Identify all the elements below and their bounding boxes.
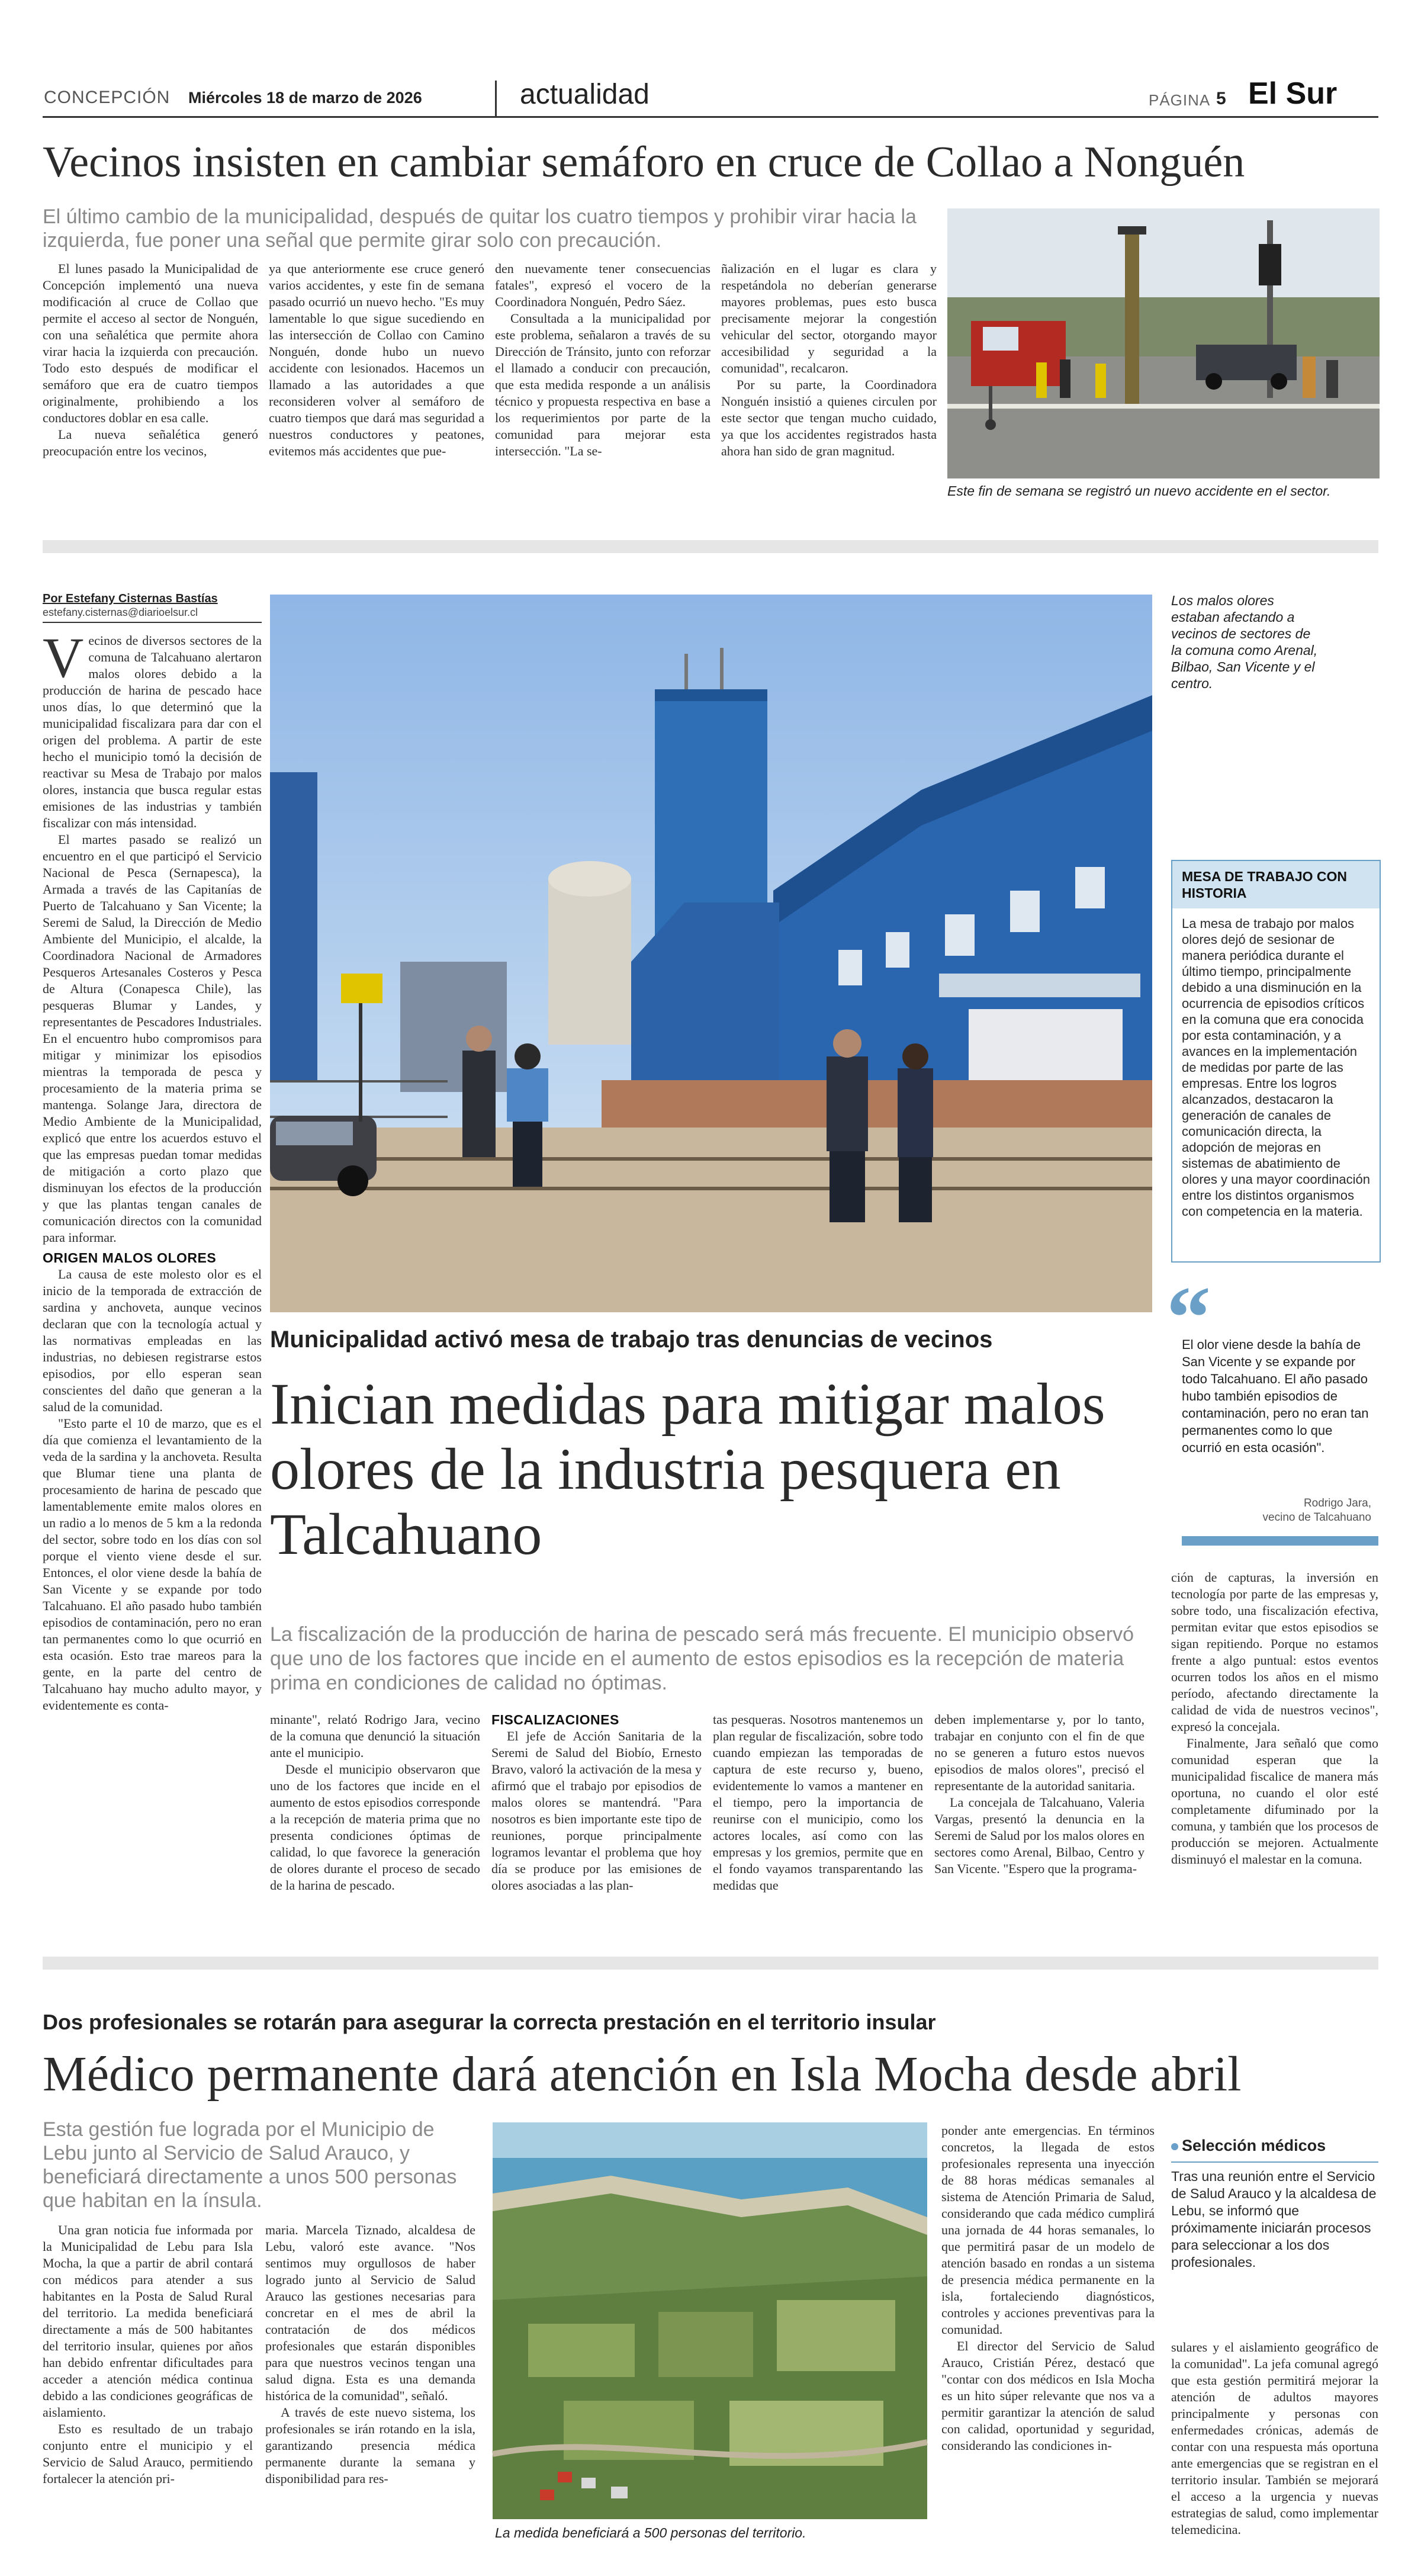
story2-paragraph: "Esto parte el 10 de marzo, que es el día que comienza el levantamiento de la veda de la sardina y la anchoveta. Resulta que Blumar tiene una planta de procesamiento de harina de pescado que lamentablemente emite malos olores en un radio a lo menos de 5 km a la redonda del sector, sobre todo en los días con sol porque el viento viene desde el sur. Entonces, el olor viene desde la bahía de San Vicente y se expande por todo Talcahuano. El año pasado hubo también episodios de contaminación, pero no eran tan permanentes como lo que ocurrió en esta ocasión. Esto trae mareos para la gente, en la parte del centro de Talcahuano hay mucho adulto mayor, y evidentemente es conta- xyxy=(43,1416,262,1713)
story1-title: Vecinos insisten en cambiar semáforo en cruce de Collao a Nonguén xyxy=(43,138,1245,187)
story1-paragraph: ñalización en el lugar es clara y respetándola no deberían generarse mayores problemas, pues esto busca precisamente mejorar la congestión vehicular del sector, otorgando mayor accesibilidad y seguridad a la comunidad", recalcaron. xyxy=(721,261,937,375)
story3-column-2 xyxy=(265,2222,475,2553)
story2-subheading-origen: ORIGEN MALOS OLORES xyxy=(43,1250,217,1265)
story2-paragraph: Desde el municipio observaron que uno de los factores que incide en el aumento de estos episodios corresponde a la recepción de materia prima que no presenta condiciones óptimas de calidad, lo que favorece la generación de olores durante el proceso de secado de la harina de pescado. xyxy=(270,1762,480,1893)
story2-pull-quote: El olor viene desde la bahía de San Vicente y se expande por todo Talcahuano. El año pasado hubo también episodios de contaminación, pero no eran tan permanentes como lo que ocurrió en esta ocasión". xyxy=(1182,1337,1369,1455)
story3-paragraph: maria. Marcela Tiznado, alcaldesa de Lebu, valoró este avance. "Nos sentimos muy orgullosos de haber logrado junto al Servicio de Salud Arauco las gestiones necesarias para concretar en el mes de abril la contratación de dos médicos profesionales que estarán disponibles para que nuestros vecinos tengan una salud digna. Esta es una demanda histórica de la comunidad", señaló. xyxy=(265,2222,475,2403)
story3-info-box-rule xyxy=(1171,2161,1378,2163)
story2-quote-author: Rodrigo Jara, xyxy=(1303,1497,1371,1509)
story2-paragraph: El jefe de Acción Sanitaria de la Seremi de Salud del Biobío, Ernesto Bravo, valoró la activación de la mesa y afirmó que el trabajo por episodios de malos olores se mantendrá. "Para nosotros es bien importante este tipo de reuniones, porque principalmente logramos levantar el problema que hoy día se produce por las emisiones de olores asociadas a las plan- xyxy=(491,1729,702,1893)
story2-photo-plant xyxy=(270,595,1152,1312)
story2-paragraph: Vecinos de diversos sectores de la comuna de Talcahuano alertaron malos olores debido a la producción de harina de pescado hace unos días, lo que determinó que la municipalidad fiscalizara para dar con el origen del problema. A partir de este hecho el municipio tomó la decisión de reactivar su Mesa de Trabajo por malos olores, instancia que busca regular estas emisiones de las industrias y también fiscalizar con más intensidad. xyxy=(43,626,262,830)
story2-column-1 xyxy=(43,626,262,1713)
story2-quote-role: vecino de Talcahuano xyxy=(1262,1511,1371,1524)
story3-paragraph: Una gran noticia fue informada por la Municipalidad de Lebu para Isla Mocha, la que a partir de abril contará con médicos para atender a sus habitantes en la Posta de Salud Rural del territorio. La medida beneficiará directamente a más de 500 habitantes del territorio insular, quienes por años han debido enfrentar dificultades para acceder a atención médica continua debido a las condiciones geográficas de aislamiento. xyxy=(43,2222,253,2420)
quote-mark-icon: “ xyxy=(1166,1268,1211,1367)
story1-paragraph: La nueva señalética generó preocupación entre los vecinos, xyxy=(43,427,258,458)
story2-kicker: Municipalidad activó mesa de trabajo tras denuncias de vecinos xyxy=(270,1326,993,1353)
story2-column-2 xyxy=(270,1711,480,1925)
header-section: actualidad xyxy=(520,79,650,110)
industrial-plant-illustration xyxy=(270,595,1152,1312)
aerial-island-illustration xyxy=(493,2122,927,2519)
story3-kicker: Dos profesionales se rotarán para asegurar la correcta prestación en el territorio insular xyxy=(43,2010,936,2034)
story2-byline-name: Por Estefany Cisternas Bastías xyxy=(43,592,218,605)
story3-title: Médico permanente dará atención en Isla Mocha desde abril xyxy=(43,2047,1242,2102)
story3-paragraph: El director del Servicio de Salud Arauco, Cristián Pérez, destacó que "contar con dos médicos en Isla Mocha es un hito súper relevante que nos va a permitir garantizar la atención de salud con calidad, oportunidad y seguridad, considerando las condiciones in- xyxy=(941,2339,1155,2453)
story1-column-3 xyxy=(495,261,710,515)
header-city: CONCEPCIÓN xyxy=(44,88,171,107)
story1-column-2 xyxy=(269,261,484,515)
story2-byline-email: estefany.cisternas@diarioelsur.cl xyxy=(43,606,198,618)
story1-paragraph: den nuevamente tener consecuencias fatales", expresó el vocero de la Coordinadora Nonguén, Pedro Sáez. xyxy=(495,261,710,309)
story2-paragraph: Finalmente, Jara señaló que como comunidad esperan que la municipalidad fiscalice de manera más oportuna, no cuando el olor esté completamente difuminado por la comuna, y también que los procesos de producción se mejoren. Actualmente disminuyó el malestar en la comuna. xyxy=(1171,1736,1378,1867)
story1-lead: El último cambio de la municipalidad, después de quitar los cuatro tiempos y prohibir virar hacia la izquierda, fue poner una señal que permite girar solo con precaución. xyxy=(43,205,917,252)
story2-quote-rule xyxy=(1182,1536,1378,1546)
story3-photo-island xyxy=(493,2122,927,2519)
story3-info-box-header xyxy=(1171,2137,1378,2155)
story3-paragraph: Esto es resultado de un trabajo conjunto entre el municipio y el Servicio de Salud Arauco, permitiendo fortalecer la atención pri- xyxy=(43,2421,253,2486)
story2-paragraph: minante", relató Rodrigo Jara, vecino de la comuna que denunció la situación ante el municipio. xyxy=(270,1712,480,1760)
story2-photo-caption: Los malos olores estaban afectando a vecinos de sectores de la comuna como Arenal, Bilbao, San Vicente y el centro. xyxy=(1171,593,1318,691)
story2-info-box-text: La mesa de trabajo por malos olores dejó de sesionar de manera periódica durante el último tiempo, principalmente debido a una disminución en la ocurrencia de episodios críticos en la comuna que era conocida por esta contaminación, y a avances en la implementación de medidas por parte de las empresas. Entre los logros alcanzados, destacaron la generación de canales de comunicación directa, la adopción de mejoras en sistemas de abatimiento de olores y una mayor coordinación entre los distintos organismos con competencia en la materia. xyxy=(1182,916,1370,1219)
story3-paragraph: sulares y el aislamiento geográfico de la comunidad". La jefa comunal agregó que esta gestión permitirá mejorar la atención de adultos mayores principalmente y personas con enfermedades crónicas, además de contar con una respuesta más oportuna ante emergencias que se registran en el territorio insular. También se mejorará el acceso a la urgencia y nuevas estrategias de salud, como implementar telemedicina. xyxy=(1171,2340,1378,2537)
story2-info-box xyxy=(1171,860,1381,1263)
story2-byline-rule xyxy=(43,622,262,623)
story3-info-box xyxy=(1171,2137,1378,2271)
story3-column-3 xyxy=(941,2122,1155,2555)
header-paper-name: El Sur xyxy=(1248,76,1338,111)
header-page-number: 5 xyxy=(1216,89,1226,108)
story2-subheading-fiscalizaciones: FISCALIZACIONES xyxy=(491,1712,619,1727)
header-rule xyxy=(43,116,1378,118)
story3-info-box-text: Tras una reunión entre el Servicio de Salud Arauco y la alcaldesa de Lebu, se informó que próximamente iniciarán procesos para seleccionar a los dos profesionales. xyxy=(1171,2169,1377,2270)
story2-lead: La fiscalización de la producción de harina de pescado será más frecuente. El municipio observó que uno de los factores que incide en el aumento de estos episodios es la recepción de materia prima en condiciones de calidad no óptimas. xyxy=(270,1623,1134,1694)
story3-paragraph: A través de este nuevo sistema, los profesionales se irán rotando en la isla, garantizando presencia médica permanente durante la semana y disponibilidad para res- xyxy=(265,2405,475,2486)
header-page-label: PÁGINA xyxy=(1149,91,1211,109)
story1-paragraph: ya que anteriormente ese cruce generó varios accidentes, y este fin de semana pasado ocurrió un nuevo hecho. "Es muy lamentable lo que sigue sucediendo en las intersección de Collao con Camino Nonguén, donde hubo un nuevo accidente con lesionados. Hacemos un llamado a las autoridades a que reconsideren volver al semáforo de cuatro tiempos que dará mas seguridad a nuestros conductores y peatones, evitemos más accidentes que pue- xyxy=(269,261,484,458)
header-divider-vertical xyxy=(495,81,497,117)
story3-column-4 xyxy=(1171,2339,1378,2558)
header-date: Miércoles 18 de marzo de 2026 xyxy=(188,89,422,107)
story2-paragraph: tas pesqueras. Nosotros mantenemos un plan regular de fiscalización, sobre todo cuando empiezan las temporadas de captura de este recurso y, bueno, evidentemente lo vamos a mantener en el tiempo, pero la importancia de reunirse con el municipio, como los actores locales, así como con las empresas y los gremios, permite que en el fondo vayamos transparentando las medidas que xyxy=(713,1712,923,1893)
story2-right-column xyxy=(1171,1569,1378,2002)
story3-lead: Esta gestión fue lograda por el Municipio de Lebu junto al Servicio de Salud Arauco, y beneficiará directamente a unos 500 personas que habitan en la ínsula. xyxy=(43,2118,457,2212)
story1-photo-caption: Este fin de semana se registró un nuevo accidente en el sector. xyxy=(947,483,1331,499)
section-divider-1 xyxy=(43,540,1378,553)
story2-dropcap: V xyxy=(43,626,84,689)
story3-paragraph: ponder ante emergencias. En términos concretos, la llegada de estos profesionales representa una inyección de 88 horas médicas semanales al sistema de Atención Primaria de Salud, considerando que cada médico cumplirá una jornada de 44 horas semanales, lo que permitirá pasar de un modelo de atención basado en rondas a un sistema de presencia médica permanente en la isla, fortaleciendo diagnósticos, controles y acciones preventivas para la comunidad. xyxy=(941,2123,1155,2337)
story1-column-1 xyxy=(43,261,258,515)
bullet-icon xyxy=(1171,2143,1178,2150)
story2-column-4 xyxy=(713,1711,923,1925)
story2-paragraph: ción de capturas, la inversión en tecnología por parte de las empresas y, sobre todo, una fiscalización efectiva, permitan evitar que estos episodios se sigan repitiendo. Porque no estamos frente a algo puntual: estos eventos ocurren todos los años en el mismo período, afectando directamente la calidad de vida de nuestros vecinos", expresó la concejala. xyxy=(1171,1570,1378,1734)
story2-headline: Inician medidas para mitigar malos olores de la industria pesquera en Talcahuano xyxy=(270,1371,1105,1567)
story1-column-4 xyxy=(721,261,937,515)
story1-paragraph: Por su parte, la Coordinadora Nonguén insistió a quienes circulen por este sector que tengan mucho cuidado, ya que los accidentes registrados hasta ahora han sido de gran magnitud. xyxy=(721,377,937,458)
story2-paragraph: El martes pasado se realizó un encuentro en el que participó el Servicio Nacional de Pesca (Sernapesca), la Armada a través de las Capitanías de Puerto de Talcahuano y San Vicente; la Seremi de Salud, la Dirección de Medio Ambiente del Municipio, el alcalde, la Coordinadora Nacional de Armadores Pesqueros Artesanales Costeros y Pesca de Altura (Conapesca Chile), las pesqueras Blumar y Landes, y representantes de Pescadores Industriales. En el encuentro hubo compromisos para mitigar y minimizar los episodios mientras la temporada de pesca y procesamiento de la materia prima se mantenga. Solange Jara, directora de Medio Ambiente de la Municipalidad, explicó que entre los acuerdos estuvo el que las empresas puedan tomar medidas de mitigación a corto plazo que disminuyan los efectos de la producción y que las plantas tengan canales de comunicación directos con la comunidad para informar. xyxy=(43,832,262,1245)
story2-info-box-title: MESA DE TRABAJO CON HISTORIA xyxy=(1172,861,1380,908)
story3-column-1 xyxy=(43,2222,253,2553)
story2-column-5 xyxy=(934,1711,1144,1925)
story2-paragraph: deben implementarse y, por lo tanto, trabajar en conjunto con el fin de que no se generen a futuro estos nuevos episodios de malos olores", precisó el representante de la autoridad sanitaria. xyxy=(934,1712,1144,1793)
story3-info-box-title: Selección médicos xyxy=(1182,2137,1326,2154)
story1-photo-accident xyxy=(947,208,1380,478)
story1-paragraph: El lunes pasado la Municipalidad de Concepción implementó una nueva modificación al cruce de Collao que permite el acceso al sector de Nonguén, con una señalética que permite ahora virar hacia la izquierda con precaución. Todo esto después de modificar el semáforo que era de cuatro tiempos originalmente, prohibiendo a los conductores doblar en esa calle. xyxy=(43,261,258,425)
story3-photo-caption: La medida beneficiará a 500 personas del territorio. xyxy=(495,2525,806,2540)
story2-column-3 xyxy=(491,1711,702,1925)
story1-paragraph: Consultada a la municipalidad por este problema, señalaron a través de su Dirección de Tránsito, junto con reforzar el llamado a conducir con precaución, que esta medida responde a un análisis técnico y propuesta respectiva en base a los requerimientos por parte de la comunidad para mejorar esta intersección. "La se- xyxy=(495,311,710,458)
story2-paragraph: La causa de este molesto olor es el inicio de la temporada de extracción de sardina y anchoveta, aunque vecinos declaran que con la tecnología actual y las normativas empleadas en las industrias, no debiesen registrarse estos episodios, por ello esperan sean conscientes del daño que generan a la salud de la comunidad. xyxy=(43,1267,262,1414)
accident-scene-illustration xyxy=(947,208,1380,478)
section-divider-2 xyxy=(43,1957,1378,1970)
story2-paragraph: La concejala de Talcahuano, Valeria Vargas, presentó la denuncia en la Seremi de Salud por los malos olores en sectores como Arenal, Bilbao, Centro y San Vicente. "Espero que la programa- xyxy=(934,1795,1144,1876)
